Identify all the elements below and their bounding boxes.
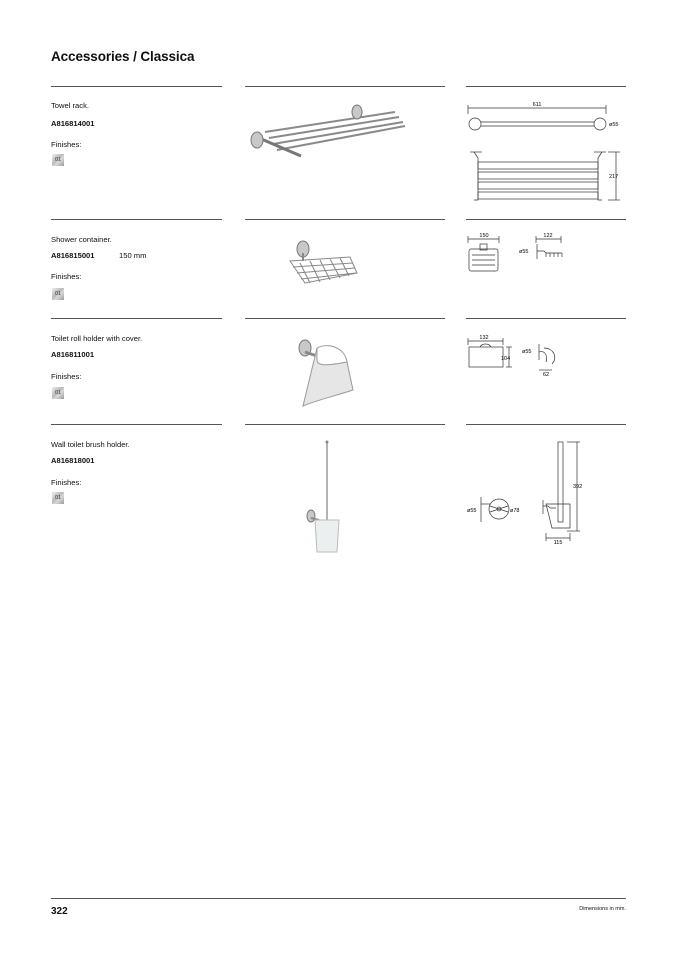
divider xyxy=(245,318,445,319)
divider xyxy=(245,219,445,220)
product-description: Shower container. xyxy=(51,235,112,244)
finish-swatch-chrome: 01 xyxy=(52,387,64,399)
divider xyxy=(51,219,222,220)
dim-diameter: ø55 xyxy=(519,249,529,255)
toilet-brush-holder-drawing xyxy=(466,438,628,558)
product-description: Toilet roll holder with cover. xyxy=(51,334,143,343)
toilet-roll-holder-photo xyxy=(245,330,415,422)
divider xyxy=(245,424,445,425)
divider xyxy=(466,424,626,425)
dim-height: 104 xyxy=(501,356,511,362)
towel-rack-drawing xyxy=(466,102,628,224)
page-title: Accessories / Classica xyxy=(51,49,195,64)
dim-width: 132 xyxy=(479,335,489,341)
dim-height: 392 xyxy=(573,484,583,490)
product-code: A816818001 xyxy=(51,456,95,465)
shower-container-drawing xyxy=(466,233,628,293)
product-size: 150 mm xyxy=(119,251,147,260)
divider xyxy=(51,424,222,425)
dim-width: 150 xyxy=(479,233,489,239)
dim-diameter: ø55 xyxy=(609,122,619,128)
product-toilet-brush-holder xyxy=(0,424,677,564)
dim-depth: 122 xyxy=(543,233,553,239)
toilet-brush-holder-photo xyxy=(245,438,415,558)
finishes-label: Finishes: xyxy=(51,478,82,487)
page-number: 322 xyxy=(51,906,68,917)
dim-cup-diameter: ø78 xyxy=(510,508,520,514)
finishes-label: Finishes: xyxy=(51,372,82,381)
dim-diameter: ø55 xyxy=(522,349,532,355)
towel-rack-photo xyxy=(245,102,415,172)
divider xyxy=(245,86,445,87)
finishes-label: Finishes: xyxy=(51,272,82,281)
footer-note: Dimensions in mm. xyxy=(579,906,626,912)
dim-depth: 115 xyxy=(553,540,563,546)
dim-width: 611 xyxy=(532,102,542,108)
shower-container-photo xyxy=(245,233,415,297)
dim-depth: 62 xyxy=(542,372,550,378)
product-shower-container xyxy=(0,219,677,314)
finishes-label: Finishes: xyxy=(51,140,82,149)
divider xyxy=(466,318,626,319)
product-code: A816814001 xyxy=(51,119,95,128)
product-towel-rack xyxy=(0,86,677,211)
finish-swatch-chrome: 01 xyxy=(52,288,64,300)
towel-rack-bars xyxy=(259,112,405,156)
product-description: Towel rack. xyxy=(51,101,89,110)
divider xyxy=(51,318,222,319)
divider xyxy=(51,86,222,87)
product-code: A816811001 xyxy=(51,350,95,359)
dim-wall-diameter: ø55 xyxy=(467,508,477,514)
product-toilet-roll-holder xyxy=(0,318,677,418)
finish-swatch-chrome: 01 xyxy=(52,154,64,166)
toilet-roll-holder-drawing xyxy=(466,332,628,402)
dim-height: 217 xyxy=(609,174,619,180)
footer-divider xyxy=(51,898,626,899)
product-code: A816815001 xyxy=(51,251,95,260)
divider xyxy=(466,86,626,87)
finish-swatch-chrome: 01 xyxy=(52,492,64,504)
product-description: Wall toilet brush holder. xyxy=(51,440,130,449)
divider xyxy=(466,219,626,220)
